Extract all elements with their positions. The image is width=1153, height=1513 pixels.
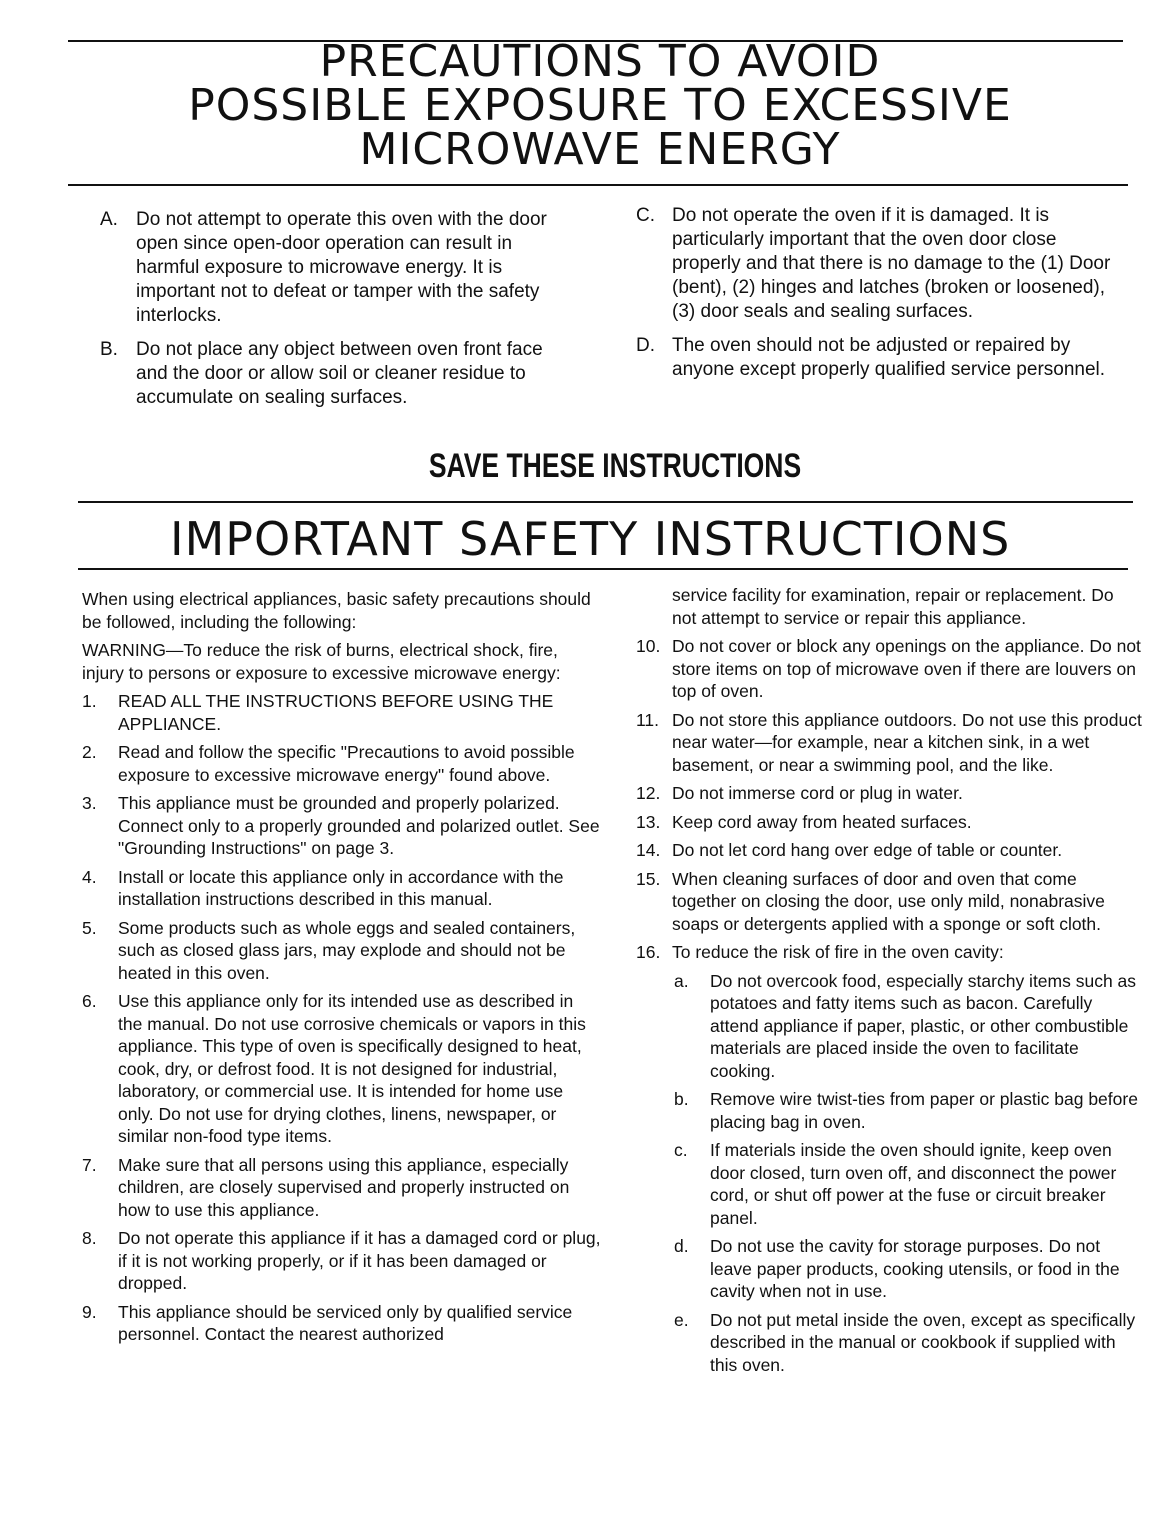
section-rule [78, 501, 1133, 503]
item-text: Read and follow the specific "Precautions to avoid possible exposure to excessive microwave energy" found above. [118, 742, 575, 785]
item-text: Some products such as whole eggs and sealed containers, such as closed glass jars, may explode and should not be heated in this oven. [118, 917, 576, 983]
item-text: Do not immerse cord or plug in water. [672, 783, 963, 803]
item-text: Do not operate the oven if it is damaged. It is particularly important that the oven door close properly and that there is no damage to the (1) Door (bent), (2) hinges and latches (broken or loosened), (3) door seals and sealing surfaces. [672, 205, 1111, 322]
title-line-2: POSSIBLE EXPOSURE TO EXCESSIVE [188, 80, 1012, 131]
sub-list-item [636, 1139, 1142, 1229]
item-number: 2. [82, 742, 97, 762]
list-item [82, 741, 602, 786]
safety-right-column [636, 584, 1142, 1382]
item-text: Do not let cord hang over edge of table or counter. [672, 840, 1063, 860]
item-text: This appliance should be serviced only by qualified service personnel. Contact the nearest authorized [118, 1301, 573, 1344]
list-item [636, 635, 1142, 703]
item-number: 12. [636, 783, 661, 803]
precaution-item [636, 204, 1114, 324]
precautions-right-column [636, 204, 1114, 392]
item-text: When cleaning surfaces of door and oven that come together on closing the door, use only mild, nonabrasive soaps or detergents applied with a sponge or soft cloth. [672, 868, 1105, 934]
item-marker: A. [100, 209, 118, 230]
sub-list-item [636, 970, 1142, 1083]
list-item [82, 990, 602, 1148]
intro-text: When using electrical appliances, basic safety precautions should be followed, including the following: [82, 589, 591, 632]
list-item [82, 1301, 602, 1346]
item-text: To reduce the risk of fire in the oven cavity: [672, 942, 1004, 962]
item-text: This appliance must be grounded and properly polarized. Connect only to a properly grounded and polarized outlet. See "Grounding Instructions" on page 3. [118, 793, 600, 858]
item-number: 9. [82, 1301, 97, 1322]
sub-item-letter: c. [674, 1140, 688, 1160]
item-text: READ ALL THE INSTRUCTIONS BEFORE USING THE APPLIANCE. [118, 691, 554, 734]
item-number: 11. [636, 709, 660, 730]
sub-item-letter: e. [674, 1309, 689, 1330]
sub-item-text: Remove wire twist-ties from paper or plastic bag before placing bag in oven. [710, 1089, 1138, 1132]
item-marker: B. [100, 339, 118, 360]
list-item [82, 792, 602, 860]
item-marker: D. [636, 335, 655, 356]
precaution-item [100, 338, 570, 410]
precautions-left-column [100, 208, 570, 420]
list-item [636, 868, 1142, 936]
item-text: Do not cover or block any openings on the appliance. Do not store items on top of microwave oven if there are louvers on top of oven. [672, 636, 1141, 701]
sub-item-text: Do not overcook food, especially starchy items such as potatoes and fatty items such as bacon. Carefully attend appliance if paper, plastic, or other combustible materials are placed inside the oven to facilitate cooking. [710, 970, 1137, 1081]
item-text: Do not place any object between oven front face and the door or allow soil or cleaner residue to accumulate on sealing surfaces. [136, 339, 543, 408]
save-instructions-heading: SAVE THESE INSTRUCTIONS [428, 447, 802, 485]
list-item [636, 709, 1142, 777]
item-text: Do not operate this appliance if it has a damaged cord or plug, if it is not working properly, or if it has been damaged or dropped. [118, 1228, 601, 1293]
item-number: 6. [82, 991, 97, 1011]
section-bottom-rule [78, 568, 1128, 570]
title-line-1: PRECAUTIONS TO AVOID [319, 36, 881, 87]
list-item [636, 839, 1142, 862]
sub-item-letter: b. [674, 1089, 689, 1109]
item-9-continued: service facility for examination, repair or replacement. Do not attempt to service or repair this appliance. [672, 585, 1114, 628]
list-item [82, 1227, 602, 1295]
item-number: 4. [82, 866, 97, 887]
item-text: Do not store this appliance outdoors. Do not use this product near water—for example, near a kitchen sink, in a wet basement, or near a swimming pool, and the like. [672, 709, 1142, 775]
item-number: 16. [636, 942, 661, 962]
item-number: 8. [82, 1228, 97, 1248]
item-number: 3. [82, 793, 97, 813]
item-number: 14. [636, 840, 661, 860]
item-text: The oven should not be adjusted or repaired by anyone except properly qualified service personnel. [672, 335, 1106, 380]
item-number: 1. [82, 691, 97, 711]
item-text: Make sure that all persons using this appliance, especially children, are closely supervised and properly instructed on how to use this appliance. [118, 1154, 570, 1220]
item-number: 15. [636, 868, 661, 889]
list-item [636, 782, 1142, 805]
item-number: 10. [636, 636, 661, 656]
item-text: Keep cord away from heated surfaces. [672, 811, 972, 832]
sub-item-text: Do not use the cavity for storage purposes. Do not leave paper products, cooking utensils, or food in the cavity when not in use. [710, 1236, 1120, 1301]
warning-text: WARNING—To reduce the risk of burns, electrical shock, fire, injury to persons or exposure to excessive microwave energy: [82, 640, 561, 683]
list-item [82, 690, 602, 735]
sub-item-text: If materials inside the oven should ignite, keep oven door closed, turn oven off, and disconnect the power cord, or shut off power at the fuse or circuit breaker panel. [710, 1140, 1117, 1228]
item-text: Do not attempt to operate this oven with the door open since open-door operation can result in harmful exposure to microwave energy. It is important not to defeat or tamper with the safety interlocks. [136, 209, 547, 326]
item-text: Use this appliance only for its intended use as described in the manual. Do not use corrosive chemicals or vapors in this appliance. This type of oven is specifically designed to heat, cook, dry, or defrost food. It is not designed for industrial, laboratory, or commercial use. It is intended for home use only. Do not use for drying clothes, linens, newspaper, or similar non-food type items. [118, 991, 586, 1146]
list-item [82, 917, 602, 985]
item-number: 7. [82, 1154, 97, 1175]
list-item [636, 811, 1142, 834]
item-number: 13. [636, 811, 661, 832]
sub-list-item [636, 1088, 1142, 1133]
item-marker: C. [636, 205, 655, 226]
title-line-3: MICROWAVE ENERGY [359, 124, 841, 175]
safety-title: IMPORTANT SAFETY INSTRUCTIONS [170, 512, 1011, 566]
title-bottom-rule [68, 184, 1128, 186]
precautions-title [60, 36, 1140, 175]
item-number: 5. [82, 917, 97, 938]
item-text: Install or locate this appliance only in accordance with the installation instructions described in this manual. [118, 866, 564, 909]
precaution-item [636, 334, 1114, 382]
list-item [636, 941, 1142, 964]
sub-item-text: Do not put metal inside the oven, except as specifically described in the manual or cookbook if supplied with this oven. [710, 1309, 1136, 1375]
sub-list-item [636, 1309, 1142, 1377]
list-item [82, 1154, 602, 1222]
sub-item-letter: a. [674, 970, 689, 991]
safety-left-column [82, 588, 602, 1352]
sub-list-item [636, 1235, 1142, 1303]
list-item [82, 866, 602, 911]
sub-item-letter: d. [674, 1236, 689, 1256]
precaution-item [100, 208, 570, 328]
